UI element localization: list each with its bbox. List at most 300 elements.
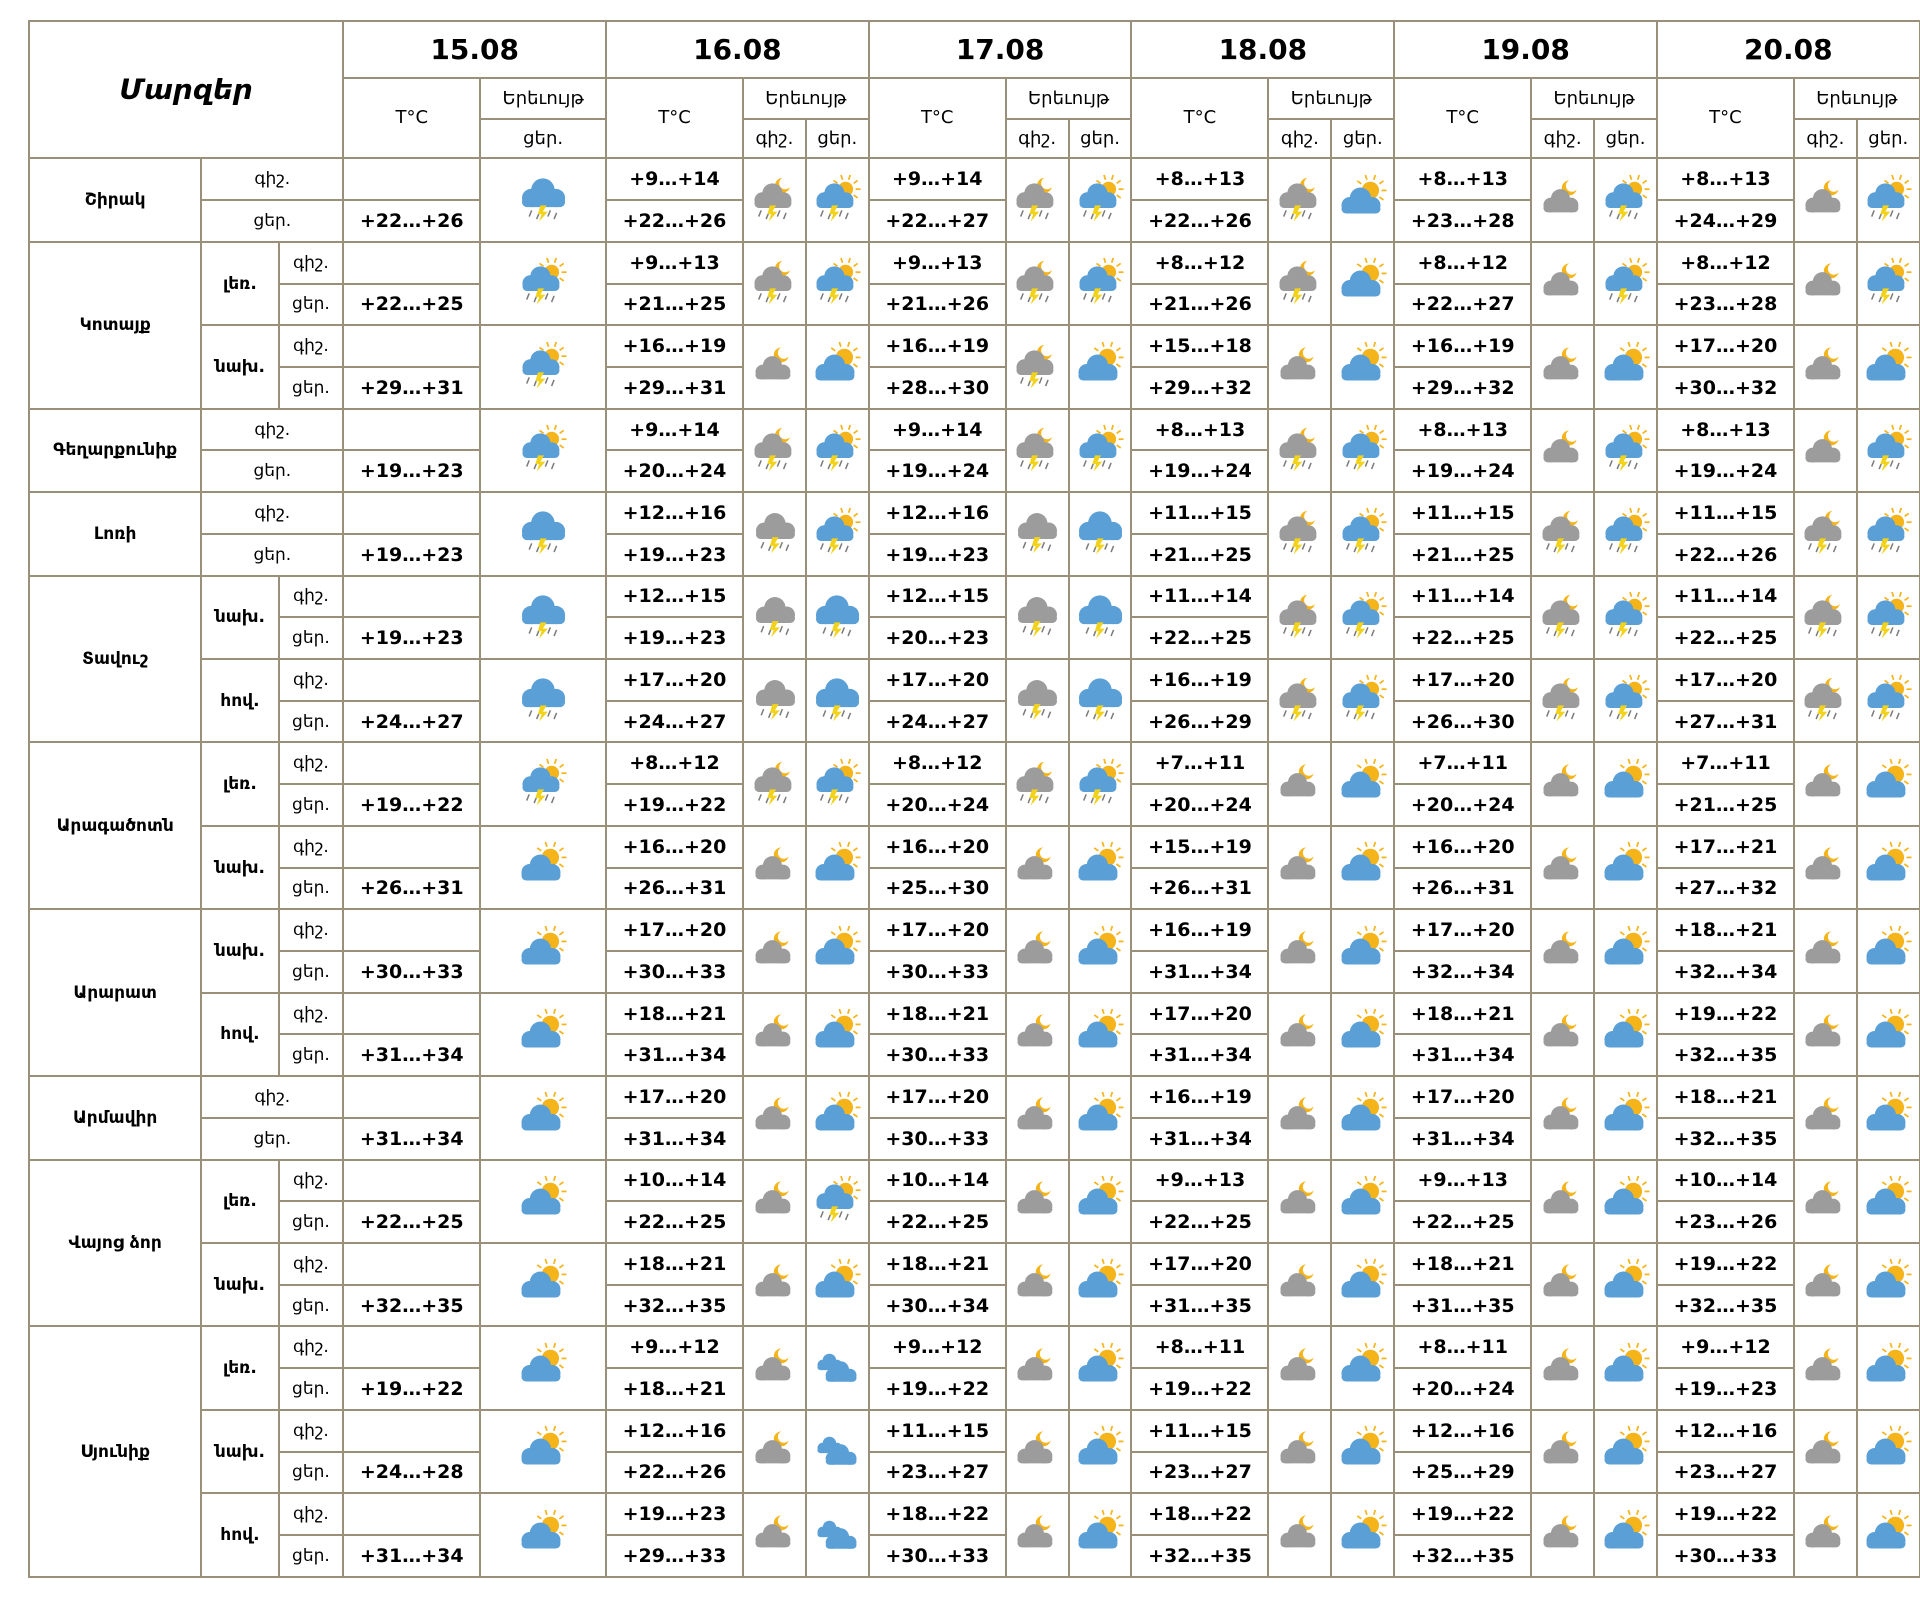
day-label: ցեր. [292, 1045, 330, 1066]
table-title-cell [28, 20, 344, 159]
weather-icon-cell [1332, 577, 1395, 660]
weather-icon-cell [1532, 910, 1595, 993]
cloudy-night-icon [1270, 340, 1330, 395]
weather-icon-cell [481, 1161, 607, 1244]
night-temp: +18…+21 [1410, 1252, 1515, 1275]
night-temp-cell [1395, 743, 1532, 785]
night-temp-cell [344, 1411, 481, 1453]
cloudy-night-icon [1795, 1257, 1855, 1312]
day-label-cell [202, 1119, 344, 1161]
partly-sunny-icon [513, 1508, 573, 1563]
weather-icon-cell [1007, 326, 1070, 409]
night-label: գիշ. [292, 1003, 329, 1024]
day-temp-cell [1658, 535, 1795, 577]
day-temp: +30…+33 [885, 960, 990, 983]
zone-label-cell [202, 243, 279, 326]
weather-icon-cell [1532, 1161, 1595, 1244]
night-temp: +8…+13 [1417, 418, 1508, 441]
day-temp-cell [607, 785, 744, 827]
night-temp: +8…+12 [629, 752, 720, 775]
day-label-cell [280, 368, 345, 410]
storm-rain-cloud-icon [513, 506, 573, 561]
day-label-cell [280, 702, 345, 744]
cloudy-night-icon [745, 924, 805, 979]
weather-column-header [481, 79, 607, 120]
region-name: Արմավիր [72, 1107, 158, 1128]
night-temp: +8…+12 [1417, 251, 1508, 274]
day-temp: +19…+24 [1148, 460, 1252, 483]
partly-sunny-icon [1070, 1424, 1130, 1479]
night-temp: +17…+20 [1410, 1086, 1515, 1109]
weather-icon-cell [1795, 493, 1858, 576]
night-subheader [1007, 120, 1070, 160]
day-temp-cell [870, 869, 1007, 911]
weather-icon-cell [1858, 493, 1920, 576]
weather-icon-cell [1795, 243, 1858, 326]
weather-icon-cell [1007, 493, 1070, 576]
night-temp-cell [344, 326, 481, 368]
partly-sunny-icon [1070, 1174, 1130, 1229]
zone-label: նախ. [214, 1441, 265, 1462]
day-temp: +32…+35 [359, 1294, 464, 1317]
temp-header-label: T°C [658, 107, 691, 129]
day-label-cell [280, 1369, 345, 1411]
cloudy-night-icon [745, 1007, 805, 1062]
weather-icon-cell [1795, 743, 1858, 826]
zone-label-cell [202, 1494, 279, 1577]
night-label: գիշ. [292, 586, 329, 607]
night-subheader [1532, 120, 1595, 160]
day-temp: +19…+22 [885, 1378, 990, 1401]
partly-sunny-icon [1333, 173, 1393, 228]
weather-icon-cell [1595, 1411, 1658, 1494]
day-subheader [1858, 120, 1920, 160]
day-temp: +19…+24 [1673, 460, 1778, 483]
night-temp-cell [1658, 743, 1795, 785]
cloudy-night-icon [1533, 1341, 1593, 1396]
weather-icon-cell [1795, 326, 1858, 409]
day-temp: +20…+24 [1148, 794, 1252, 817]
night-temp-cell [1132, 743, 1269, 785]
night-temp: +16…+19 [1410, 335, 1515, 358]
weather-icon-cell [1795, 1077, 1858, 1160]
night-temp: +17…+20 [1410, 919, 1515, 942]
cloudy-night-icon [1795, 423, 1855, 478]
zone-label-cell [202, 910, 279, 993]
partly-sunny-icon [807, 1090, 867, 1145]
day-temp-cell [344, 1119, 481, 1161]
night-subheader-label: գիշ. [1806, 128, 1845, 150]
day-temp-cell [607, 451, 744, 493]
night-temp: +15…+18 [1148, 335, 1252, 358]
weather-icon-cell [807, 660, 870, 743]
weather-icon-cell [744, 994, 807, 1077]
date-label: 18.08 [1218, 32, 1308, 66]
night-temp-cell [607, 1494, 744, 1536]
partly-sunny-icon [1333, 340, 1393, 395]
weather-icon-cell [1269, 326, 1332, 409]
day-label-cell [202, 201, 344, 243]
weather-icon-cell [1595, 1077, 1658, 1160]
day-temp-cell [607, 285, 744, 327]
partly-sunny-storm-icon [807, 506, 867, 561]
day-temp: +23…+28 [1410, 210, 1515, 233]
night-temp: +18…+21 [885, 1252, 990, 1275]
night-label-cell [280, 326, 345, 368]
day-temp-cell [607, 1035, 744, 1077]
cloudy-night-icon [1007, 840, 1067, 895]
day-temp: +29…+33 [622, 1544, 727, 1567]
night-temp: +9…+13 [629, 251, 720, 274]
day-temp: +30…+34 [885, 1294, 990, 1317]
day-temp-cell [1395, 952, 1532, 994]
day-temp: +22…+27 [885, 210, 990, 233]
night-temp-cell [1658, 827, 1795, 869]
night-temp-cell [870, 660, 1007, 702]
date-header-cell [870, 20, 1133, 79]
night-temp-cell [1658, 1244, 1795, 1286]
night-temp: +12…+16 [885, 502, 990, 525]
day-temp-cell [1395, 618, 1532, 660]
partly-cloudy-night-storm-icon [745, 757, 805, 812]
night-temp-cell [1658, 159, 1795, 201]
cloudy-night-icon [1007, 1424, 1067, 1479]
day-temp-cell [1395, 285, 1532, 327]
night-temp: +18…+21 [622, 1252, 727, 1275]
weather-icon-cell [1532, 243, 1595, 326]
night-temp: +12…+15 [885, 585, 990, 608]
partly-sunny-storm-icon [513, 340, 573, 395]
temp-column-header [1395, 79, 1532, 160]
night-temp: +18…+21 [1673, 919, 1778, 942]
weather-icon-cell [1795, 159, 1858, 242]
partly-sunny-icon [513, 1007, 573, 1062]
cloudy-night-icon [1795, 840, 1855, 895]
day-temp: +26…+31 [359, 877, 464, 900]
night-temp-cell [607, 410, 744, 452]
weather-icon-cell [1858, 1494, 1920, 1577]
weather-icon-cell [807, 1411, 870, 1494]
weather-icon-cell [1595, 410, 1658, 493]
night-temp: +9…+12 [1680, 1336, 1771, 1359]
partly-sunny-icon [513, 1174, 573, 1229]
night-temp: +9…+13 [1154, 1169, 1246, 1192]
day-temp-cell [344, 785, 481, 827]
day-temp: +30…+32 [1673, 376, 1778, 399]
date-header-cell [344, 20, 607, 79]
day-temp-cell [1132, 952, 1269, 994]
weather-icon-cell [1332, 1161, 1395, 1244]
night-label: գիշ. [292, 1337, 329, 1358]
partly-cloudy-night-storm-icon [1007, 757, 1067, 812]
weather-icon-cell [1332, 326, 1395, 409]
night-label-cell [280, 660, 345, 702]
partly-cloudy-night-storm-icon [1270, 673, 1330, 728]
night-temp: +7…+11 [1680, 752, 1771, 775]
night-subheader [744, 120, 807, 160]
night-temp-cell [344, 1327, 481, 1369]
partly-sunny-icon [1070, 840, 1130, 895]
weather-icon-cell [1858, 159, 1920, 242]
day-temp-cell [1132, 618, 1269, 660]
weather-icon-cell [1595, 159, 1658, 242]
partly-sunny-storm-icon [1596, 590, 1656, 645]
day-temp-cell [1395, 785, 1532, 827]
blue-clouds-icon [807, 1508, 867, 1563]
partly-sunny-icon [513, 1341, 573, 1396]
night-storm-icon [1007, 590, 1067, 645]
night-temp-cell [1658, 910, 1795, 952]
night-temp: +9…+12 [629, 1336, 720, 1359]
blue-clouds-icon [807, 1424, 867, 1479]
day-temp-cell [1395, 368, 1532, 410]
day-temp: +22…+25 [359, 293, 464, 316]
cloudy-night-icon [1007, 1341, 1067, 1396]
weather-icon-cell [807, 1077, 870, 1160]
weather-icon-cell [481, 1411, 607, 1494]
night-temp-cell [1132, 410, 1269, 452]
cloudy-night-icon [1270, 1424, 1330, 1479]
weather-icon-cell [1332, 493, 1395, 576]
weather-icon-cell [744, 410, 807, 493]
night-temp-cell [1395, 159, 1532, 201]
partly-cloudy-night-storm-icon [745, 423, 805, 478]
day-temp-cell [344, 1286, 481, 1328]
night-temp-cell [870, 410, 1007, 452]
cloudy-night-icon [1007, 1007, 1067, 1062]
partly-sunny-icon [1596, 1174, 1656, 1229]
cloudy-night-icon [1795, 1174, 1855, 1229]
day-temp-cell [1132, 1536, 1269, 1578]
night-temp-cell [870, 1244, 1007, 1286]
day-temp: +31…+35 [1148, 1294, 1252, 1317]
night-temp-cell [1395, 1077, 1532, 1119]
weather-icon-cell [1858, 743, 1920, 826]
weather-icon-cell [807, 577, 870, 660]
weather-icon-cell [1532, 827, 1595, 910]
partly-sunny-icon [1333, 1257, 1393, 1312]
night-temp: +11…+14 [1673, 585, 1778, 608]
day-subheader [807, 120, 870, 160]
day-temp: +21…+25 [1148, 543, 1252, 566]
night-temp: +17…+20 [885, 1086, 990, 1109]
weather-icon-cell [1795, 994, 1858, 1077]
zone-label-cell [202, 1161, 279, 1244]
weather-icon-cell [1332, 827, 1395, 910]
night-temp: +12…+16 [622, 1419, 727, 1442]
partly-sunny-storm-icon [807, 1174, 867, 1229]
day-label-cell [280, 618, 345, 660]
partly-sunny-icon [1596, 1424, 1656, 1479]
day-temp-cell [1395, 451, 1532, 493]
night-temp-cell [344, 994, 481, 1036]
day-temp: +32…+34 [1410, 960, 1515, 983]
region-name: Արագածոտն [56, 815, 174, 836]
partly-sunny-icon [1070, 1257, 1130, 1312]
partly-sunny-icon [1858, 1090, 1918, 1145]
day-temp: +26…+30 [1410, 710, 1515, 733]
partly-sunny-icon [1858, 1508, 1918, 1563]
day-label: ցեր. [253, 461, 292, 482]
cloudy-night-icon [1270, 1007, 1330, 1062]
partly-sunny-storm-icon [1333, 673, 1393, 728]
night-temp-cell [1395, 577, 1532, 619]
cloudy-night-icon [1795, 1090, 1855, 1145]
day-subheader [1332, 120, 1395, 160]
day-temp-cell [607, 618, 744, 660]
night-temp-cell [344, 1161, 481, 1203]
weather-header-label: Երեւույթ [1027, 87, 1110, 109]
weather-icon-cell [1269, 159, 1332, 242]
partly-sunny-icon [1070, 340, 1130, 395]
day-temp-cell [344, 535, 481, 577]
day-temp: +25…+29 [1410, 1461, 1515, 1484]
day-temp: +32…+35 [1673, 1294, 1778, 1317]
day-temp: +31…+34 [622, 1127, 727, 1150]
day-temp: +22…+25 [622, 1211, 727, 1234]
day-label: ցեր. [292, 628, 330, 649]
night-label-cell [280, 910, 345, 952]
day-temp-cell [344, 869, 481, 911]
night-temp: +8…+11 [1417, 1336, 1508, 1359]
weather-icon-cell [1595, 1494, 1658, 1577]
day-temp: +31…+34 [359, 1544, 464, 1567]
weather-icon-cell [1532, 159, 1595, 242]
day-temp-cell [607, 1369, 744, 1411]
day-temp: +31…+34 [359, 1044, 464, 1067]
day-temp-cell [344, 1369, 481, 1411]
day-temp: +19…+22 [359, 794, 464, 817]
night-subheader [1795, 120, 1858, 160]
date-label: 19.08 [1481, 32, 1570, 66]
night-temp-cell [607, 159, 744, 201]
night-temp-cell [607, 243, 744, 285]
zone-label: հով. [220, 690, 260, 711]
day-subheader-label: ցեր. [817, 128, 858, 150]
weather-icon-cell [1858, 1161, 1920, 1244]
night-temp: +11…+15 [1410, 502, 1515, 525]
night-label: գիշ. [254, 503, 291, 524]
night-temp: +17…+20 [1673, 668, 1778, 691]
night-temp: +8…+12 [891, 752, 983, 775]
day-temp-cell [1132, 1286, 1269, 1328]
weather-icon-cell [1332, 243, 1395, 326]
weather-icon-cell [1858, 910, 1920, 993]
night-temp: +7…+11 [1417, 752, 1508, 775]
weather-icon-cell [1858, 243, 1920, 326]
night-temp-cell [870, 493, 1007, 535]
day-temp: +22…+26 [622, 210, 727, 233]
partly-sunny-icon [1596, 924, 1656, 979]
table-title: Մարզեր [119, 73, 253, 107]
night-temp: +8…+11 [1154, 1336, 1246, 1359]
cloudy-night-icon [1007, 1508, 1067, 1563]
night-temp-cell [1658, 1411, 1795, 1453]
day-label-cell [280, 1286, 345, 1328]
day-temp-cell [344, 201, 481, 243]
day-temp-cell [607, 702, 744, 744]
day-temp: +22…+26 [622, 1461, 727, 1484]
partly-cloudy-night-storm-icon [1007, 423, 1067, 478]
cloudy-night-icon [1533, 423, 1593, 478]
weather-icon-cell [744, 159, 807, 242]
night-temp: +9…+14 [629, 168, 720, 191]
day-temp-cell [344, 702, 481, 744]
weather-icon-cell [1070, 159, 1133, 242]
night-temp-cell [344, 827, 481, 869]
night-storm-icon [1007, 506, 1067, 561]
night-temp-cell [1132, 827, 1269, 869]
night-temp: +17…+20 [622, 668, 727, 691]
region-name-cell [28, 910, 202, 1077]
weather-icon-cell [1332, 1327, 1395, 1410]
day-label: ցեր. [253, 1128, 292, 1149]
cloudy-night-icon [1795, 1341, 1855, 1396]
day-temp-cell [1658, 1035, 1795, 1077]
weather-icon-cell [1858, 326, 1920, 409]
night-temp: +7…+11 [1154, 752, 1246, 775]
day-temp: +26…+31 [1410, 877, 1515, 900]
day-temp: +30…+33 [622, 960, 727, 983]
weather-icon-cell [807, 243, 870, 326]
night-temp-cell [1658, 1494, 1795, 1536]
date-label: 15.08 [430, 32, 519, 66]
day-temp: +30…+33 [885, 1127, 990, 1150]
night-subheader-label: գիշ. [1280, 128, 1319, 150]
weather-icon-cell [1007, 1161, 1070, 1244]
weather-icon-cell [1269, 994, 1332, 1077]
cloudy-night-icon [745, 1257, 805, 1312]
cloudy-night-icon [1533, 1007, 1593, 1062]
day-temp: +22…+26 [1673, 543, 1778, 566]
partly-sunny-storm-icon [1596, 173, 1656, 228]
day-label: ցեր. [292, 1379, 330, 1400]
day-temp-cell [870, 535, 1007, 577]
day-temp-cell [1658, 451, 1795, 493]
weather-icon-cell [1070, 410, 1133, 493]
partly-sunny-icon [1596, 1007, 1656, 1062]
partly-sunny-storm-icon [1333, 590, 1393, 645]
day-temp: +24…+27 [622, 710, 727, 733]
cloudy-night-icon [745, 340, 805, 395]
day-temp: +23…+27 [1673, 1461, 1778, 1484]
night-temp-cell [1658, 493, 1795, 535]
zone-label-cell [202, 827, 279, 910]
weather-icon-cell [807, 410, 870, 493]
weather-icon-cell [807, 910, 870, 993]
weather-icon-cell [744, 1411, 807, 1494]
cloudy-night-icon [1795, 757, 1855, 812]
day-temp: +19…+23 [359, 543, 464, 566]
region-name-cell [28, 493, 202, 576]
weather-icon-cell [481, 994, 607, 1077]
night-temp: +19…+22 [1673, 1252, 1778, 1275]
night-temp: +12…+16 [622, 502, 727, 525]
temp-header-label: T°C [920, 107, 954, 129]
partly-sunny-icon [1858, 1424, 1918, 1479]
weather-icon-cell [1595, 1327, 1658, 1410]
storm-rain-cloud-icon [807, 590, 867, 645]
weather-column-header [1532, 79, 1658, 120]
day-temp: +19…+24 [885, 460, 990, 483]
night-label-cell [280, 1327, 345, 1369]
zone-label-cell [202, 994, 279, 1077]
night-temp-cell [1395, 1327, 1532, 1369]
storm-rain-cloud-icon [513, 673, 573, 728]
region-name: Շիրակ [84, 190, 146, 211]
day-temp: +31…+34 [1410, 1044, 1515, 1067]
weather-icon-cell [1269, 827, 1332, 910]
